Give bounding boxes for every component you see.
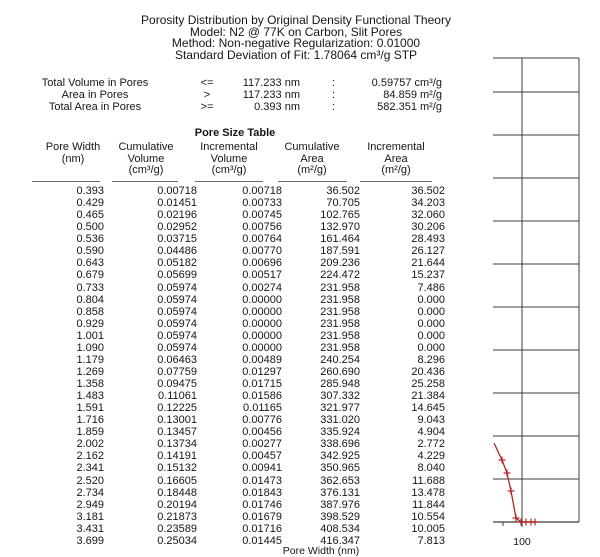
table-cell: 8.296	[417, 353, 445, 366]
column-header-line: Incremental	[367, 141, 425, 153]
column-header	[98, 142, 194, 177]
table-row	[20, 306, 445, 318]
table-cell: 21.384	[411, 390, 445, 403]
summary-colon: :	[332, 77, 336, 89]
table-cell: 0.06463	[157, 353, 197, 366]
table-cell: 10.005	[411, 522, 445, 535]
table-cell: 0.00517	[242, 269, 282, 282]
table-cell: 1.358	[76, 378, 104, 390]
table-cell: 0.536	[76, 233, 104, 246]
table-cell: 285.948	[320, 378, 360, 390]
column-header	[348, 142, 444, 177]
table-row	[20, 450, 445, 462]
table-cell: 0.01165	[243, 402, 282, 415]
table-row	[20, 197, 445, 209]
table-cell: 0.01473	[242, 474, 282, 487]
pore-size-table	[20, 185, 445, 547]
pore-size-table-title: Pore Size Table	[194, 127, 276, 139]
table-cell: 0.09475	[157, 378, 197, 390]
column-header-line: (m²/g)	[381, 164, 411, 176]
table-row	[20, 438, 445, 450]
table-cell: 350.965	[320, 462, 360, 475]
table-row	[20, 269, 445, 281]
table-cell: 0.00745	[242, 209, 282, 222]
table-cell: 387.976	[320, 498, 360, 511]
table-cell: 0.00776	[242, 414, 282, 427]
table-cell: 0.05974	[157, 305, 197, 318]
table-cell: 0.05974	[157, 317, 197, 330]
table-cell: 0.000	[417, 341, 445, 354]
table-row	[20, 282, 445, 294]
table-cell: 1.001	[76, 329, 104, 342]
table-cell: 0.000	[417, 305, 445, 318]
table-cell: 0.01297	[242, 365, 282, 378]
table-row	[20, 233, 445, 245]
table-cell: 0.858	[76, 305, 104, 318]
table-cell: 0.05974	[157, 293, 197, 306]
column-header-line: (cm³/g)	[211, 164, 247, 176]
table-row	[20, 185, 445, 197]
table-cell: 0.00000	[242, 341, 282, 354]
table-cell: 102.765	[320, 209, 360, 222]
table-cell: 32.060	[411, 209, 445, 222]
table-row	[20, 499, 445, 511]
table-cell: 0.00274	[242, 281, 282, 294]
table-cell: 132.970	[320, 221, 360, 234]
table-cell: 0.00000	[242, 329, 282, 342]
table-cell: 0.00718	[157, 185, 197, 197]
table-cell: 36.502	[326, 185, 360, 197]
table-cell: 0.00696	[242, 257, 282, 270]
column-header-line: (m²/g)	[297, 164, 327, 176]
table-cell: 0.00733	[242, 197, 282, 210]
table-cell: 342.925	[320, 450, 360, 463]
column-underline	[278, 181, 347, 182]
column-header	[264, 142, 360, 177]
table-cell: 8.040	[417, 462, 445, 475]
report-method: Method: Non-negative Regularization: 0.01000	[171, 36, 421, 50]
table-row	[20, 378, 445, 390]
table-row	[20, 523, 445, 535]
table-cell: 376.131	[320, 486, 360, 499]
table-cell: 9.043	[417, 414, 445, 427]
summary-threshold: 117.233 nm	[242, 77, 300, 89]
summary-value: 582.351 m²/g	[377, 101, 442, 113]
table-cell: 231.958	[320, 293, 360, 306]
table-cell: 0.590	[76, 245, 104, 258]
table-cell: 1.591	[76, 402, 104, 415]
table-cell: 0.02952	[157, 221, 197, 234]
table-cell: 1.716	[76, 414, 104, 427]
table-row	[20, 511, 445, 523]
table-cell: 2.162	[76, 450, 104, 463]
table-cell: 20.436	[411, 365, 445, 378]
table-row	[20, 221, 445, 233]
pore-distribution-chart	[455, 50, 600, 555]
table-cell: 7.486	[417, 281, 445, 294]
table-cell: 321.977	[320, 402, 360, 415]
table-cell: 0.02196	[157, 209, 197, 222]
table-row	[20, 354, 445, 366]
table-cell: 0.00764	[242, 233, 282, 246]
table-row	[20, 342, 445, 354]
table-cell: 0.01679	[242, 510, 282, 523]
table-row	[20, 330, 445, 342]
table-cell: 231.958	[320, 317, 360, 330]
summary-value: 0.59757 cm³/g	[371, 77, 442, 89]
table-cell: 26.127	[411, 245, 445, 258]
column-header-line: Area	[384, 152, 408, 165]
column-underline	[195, 181, 263, 182]
table-cell: 0.643	[76, 257, 104, 270]
table-cell: 3.431	[76, 522, 104, 535]
table-cell: 1.859	[76, 426, 104, 439]
table-cell: 2.734	[76, 486, 104, 499]
table-cell: 0.01586	[242, 390, 282, 403]
table-cell: 0.465	[76, 209, 104, 222]
table-cell: 0.500	[76, 221, 104, 234]
table-cell: 0.01715	[242, 378, 282, 390]
table-cell: 30.206	[411, 221, 445, 234]
table-cell: 0.20194	[157, 498, 197, 511]
table-cell: 14.645	[411, 402, 445, 415]
table-cell: 231.958	[320, 341, 360, 354]
table-cell: 0.00000	[242, 293, 282, 306]
table-cell: 4.229	[417, 450, 445, 463]
table-cell: 10.554	[411, 510, 445, 523]
report-stddev: Standard Deviation of Fit: 1.78064 cm³/g STP	[174, 47, 418, 62]
table-cell: 2.949	[76, 498, 104, 511]
table-cell: 0.13734	[157, 438, 197, 451]
table-row	[20, 535, 445, 547]
table-cell: 260.690	[320, 365, 360, 378]
table-cell: 0.00489	[242, 353, 282, 366]
table-cell: 0.01451	[157, 197, 197, 210]
report-model: Model: N2 @ 77K on Carbon, Slit Pores	[189, 24, 403, 39]
table-row	[20, 294, 445, 306]
table-row	[20, 366, 445, 378]
table-cell: 0.01746	[242, 498, 282, 511]
column-header-line: (nm)	[61, 152, 85, 165]
table-cell: 1.179	[76, 353, 104, 366]
table-cell: 0.15132	[157, 462, 197, 475]
table-cell: 307.332	[320, 390, 360, 403]
table-cell: 0.804	[76, 293, 104, 306]
table-cell: 0.00941	[242, 462, 282, 475]
table-row	[20, 402, 445, 414]
x-tick-label-100: 100	[513, 536, 531, 548]
summary-operator: <=	[200, 77, 214, 89]
summary-operator: >	[203, 89, 211, 101]
pore-distribution-curve	[494, 443, 537, 522]
table-cell: 2.520	[76, 474, 104, 487]
table-cell: 0.733	[76, 281, 104, 294]
table-cell: 0.00457	[242, 450, 282, 463]
table-cell: 0.13001	[157, 414, 197, 427]
table-cell: 416.347	[320, 534, 360, 547]
table-cell: 0.03715	[157, 233, 197, 246]
table-cell: 0.11061	[158, 390, 197, 403]
table-cell: 0.00000	[242, 317, 282, 330]
table-cell: 0.23589	[157, 522, 197, 535]
table-cell: 21.644	[411, 257, 445, 270]
table-cell: 240.254	[320, 353, 360, 366]
table-cell: 0.16605	[157, 474, 197, 487]
table-cell: 231.958	[320, 305, 360, 318]
column-header-line: Pore Width	[45, 141, 101, 153]
table-cell: 231.958	[320, 329, 360, 342]
table-cell: 0.21873	[157, 510, 197, 523]
table-cell: 231.958	[320, 281, 360, 294]
table-cell: 0.00456	[242, 426, 282, 439]
column-header-line: Area	[300, 152, 324, 165]
table-cell: 0.18448	[157, 486, 197, 499]
table-cell: 0.05699	[157, 269, 197, 282]
table-cell: 0.13457	[157, 426, 197, 439]
table-cell: 0.04486	[157, 245, 197, 258]
table-cell: 209.236	[320, 257, 360, 270]
table-cell: 1.090	[76, 341, 104, 354]
table-cell: 224.472	[320, 269, 360, 282]
table-cell: 13.478	[411, 486, 445, 499]
summary-threshold: 0.393 nm	[254, 101, 300, 113]
column-header-line: Volume	[127, 152, 165, 165]
table-cell: 3.699	[76, 534, 104, 547]
table-cell: 0.01843	[242, 486, 282, 499]
table-cell: 0.00000	[242, 305, 282, 318]
table-cell: 1.483	[76, 390, 104, 403]
table-cell: 2.002	[76, 438, 104, 451]
table-cell: 0.00718	[242, 185, 282, 197]
table-cell: 7.813	[417, 534, 445, 547]
summary-operator: >=	[200, 101, 214, 113]
table-cell: 70.705	[326, 197, 360, 210]
table-row	[20, 462, 445, 474]
table-cell: 0.429	[76, 197, 104, 210]
summary-threshold: 117.233 nm	[242, 89, 300, 101]
table-cell: 0.05974	[157, 329, 197, 342]
table-cell: 28.493	[411, 233, 445, 246]
column-header	[181, 142, 277, 177]
table-cell: 362.653	[320, 474, 360, 487]
table-cell: 0.00770	[242, 245, 282, 258]
table-cell: 25.258	[411, 378, 445, 390]
table-cell: 2.341	[76, 462, 104, 475]
summary-label: Total Area in Pores	[48, 101, 142, 113]
column-header-line: Cumulative	[284, 141, 340, 153]
table-cell: 187.591	[320, 245, 360, 258]
chart-x-axis-label: Pore Width (nm)	[282, 545, 360, 557]
table-row	[20, 209, 445, 221]
table-row	[20, 414, 445, 426]
table-cell: 0.07759	[157, 365, 197, 378]
column-underline	[112, 181, 178, 182]
table-cell: 1.269	[76, 365, 104, 378]
column-header-line: Volume	[210, 152, 248, 165]
table-row	[20, 475, 445, 487]
summary-label: Area in Pores	[61, 89, 129, 101]
table-row	[20, 390, 445, 402]
summary-label: Total Volume in Pores	[41, 77, 149, 89]
table-cell: 408.534	[320, 522, 360, 535]
table-cell: 0.01445	[242, 534, 282, 547]
summary-colon: :	[332, 101, 336, 113]
table-cell: 0.393	[76, 185, 104, 197]
table-cell: 2.772	[417, 438, 445, 451]
summary-colon: :	[332, 89, 336, 101]
table-cell: 0.000	[417, 317, 445, 330]
table-row	[20, 426, 445, 438]
table-cell: 0.00277	[242, 438, 282, 451]
table-cell: 0.25034	[157, 534, 197, 547]
summary-value: 84.859 m²/g	[383, 89, 442, 101]
table-cell: 11.688	[412, 474, 445, 487]
table-row	[20, 245, 445, 257]
table-cell: 161.464	[320, 233, 360, 246]
table-cell: 36.502	[411, 185, 445, 197]
table-cell: 0.14191	[157, 450, 197, 463]
table-cell: 0.000	[417, 293, 445, 306]
table-cell: 0.05974	[157, 281, 197, 294]
table-cell: 335.924	[320, 426, 360, 439]
column-underline	[360, 181, 432, 182]
column-header-line: Incremental	[200, 141, 258, 153]
table-cell: 0.679	[76, 269, 104, 282]
column-header-line: Cumulative	[118, 141, 174, 153]
table-cell: 3.181	[76, 510, 104, 523]
table-cell: 0.929	[76, 317, 104, 330]
column-header-line: (cm³/g)	[128, 164, 164, 176]
table-cell: 398.529	[320, 510, 360, 523]
table-cell: 0.01716	[242, 522, 282, 535]
table-cell: 0.05182	[157, 257, 197, 270]
table-cell: 4.904	[417, 426, 445, 439]
table-cell: 338.696	[320, 438, 360, 451]
table-cell: 0.05974	[157, 341, 197, 354]
report-title: Porosity Distribution by Original Density Functional Theory	[141, 13, 451, 27]
table-cell: 11.844	[412, 498, 445, 511]
table-cell: 34.203	[411, 197, 445, 210]
column-underline	[32, 181, 100, 182]
table-cell: 0.12225	[157, 402, 197, 415]
table-cell: 0.00756	[242, 221, 282, 234]
table-row	[20, 318, 445, 330]
table-row	[20, 257, 445, 269]
table-cell: 0.000	[417, 329, 445, 342]
table-cell: 15.237	[411, 269, 445, 282]
table-row	[20, 487, 445, 499]
table-cell: 331.020	[320, 414, 360, 427]
